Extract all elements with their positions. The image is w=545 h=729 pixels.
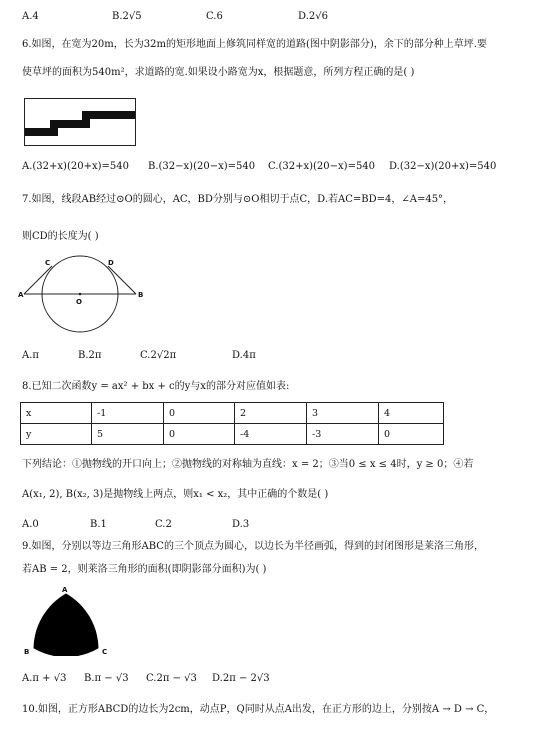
table-cell: -4 <box>235 424 307 445</box>
road-figure <box>24 98 136 146</box>
q6-option-d: D.(32−x)(20+x)=540 <box>389 161 497 172</box>
reuleaux-shaded-region <box>34 594 98 656</box>
table-cell: 0 <box>164 403 235 424</box>
q10-text-line1: 10.如图，正方形ABCD的边长为2cm，动点P，Q同时从点A出发，在正方形的边上，分别按A → D → C， <box>22 704 495 715</box>
center-point <box>79 293 82 296</box>
q7-option-a: A.π <box>22 350 39 361</box>
q9-option-b: B.π − √3 <box>84 673 129 684</box>
q5-option-a: A.4 <box>22 11 39 22</box>
q7-text-line1: 7.如图，线段AB经过⊙O的圆心，AC，BD分别与⊙O相切于点C，D.若AC=BD=4，∠A=45°， <box>22 194 454 205</box>
table-cell: 0 <box>379 424 444 445</box>
q7-option-b: B.2π <box>78 350 102 361</box>
q7-option-c: C.2√2π <box>140 350 177 361</box>
label-d: D <box>108 259 114 267</box>
q9-option-c: C.2π − √3 <box>146 673 197 684</box>
label-b: B <box>24 648 30 656</box>
q7-text-line2: 则CD的长度为( ) <box>22 231 99 242</box>
q6-text-line1: 6.如图，在宽为20m，长为32m的矩形地面上修筑同样宽的道路(图中阴影部分)，余下的部分种上草坪.要 <box>22 39 487 50</box>
q8-option-c: C.2 <box>155 519 172 530</box>
q6-option-b: B.(32−x)(20−x)=540 <box>148 161 256 172</box>
label-a: A <box>62 586 68 594</box>
table-row <box>21 424 444 445</box>
q9-text-line2: 若AB = 2，则莱洛三角形的面积(即阴影部分面积)为( ) <box>22 564 267 575</box>
table-cell: 2 <box>235 403 307 424</box>
label-o: O <box>76 298 82 306</box>
table-cell: 5 <box>92 424 164 445</box>
q6-option-a: A.(32+x)(20+x)=540 <box>22 161 129 172</box>
reuleaux-triangle-figure <box>24 586 114 656</box>
tangent-bd <box>108 266 136 294</box>
q7-option-d: D.4π <box>232 350 256 361</box>
table-row <box>21 403 444 424</box>
table-cell: 4 <box>379 403 444 424</box>
q8-option-b: B.1 <box>90 519 107 530</box>
q5-option-d: D.2√6 <box>298 11 328 22</box>
table-cell: 0 <box>164 424 235 445</box>
table-cell: -3 <box>307 424 379 445</box>
q9-option-d: D.2π − 2√3 <box>212 673 270 684</box>
label-b: B <box>138 291 144 299</box>
label-a: A <box>18 291 24 299</box>
label-c: C <box>102 648 108 656</box>
q6-option-c: C.(32+x)(20−x)=540 <box>268 161 376 172</box>
table-cell: -1 <box>92 403 164 424</box>
tangent-ac <box>24 266 52 294</box>
table-cell: x <box>21 403 92 424</box>
table-cell: y <box>21 424 92 445</box>
q9-option-a: A.π + √3 <box>22 673 67 684</box>
q8-text-line3: A(x₁, 2), B(x₂, 3)是抛物线上两点，则x₁ < x₂，其中正确的个数是( ) <box>22 489 329 500</box>
q5-option-c: C.6 <box>206 11 223 22</box>
q8-text-line2: 下列结论：①抛物线的开口向上；②抛物线的对称轴为直线：x = 2；③当0 ≤ x ≤ 4时，y ≥ 0；④若 <box>22 459 474 470</box>
label-c: C <box>45 259 51 267</box>
q6-text-line2: 使草坪的面积为540m²，求道路的宽.如果设小路宽为x，根据题意，所列方程正确的是( ) <box>22 67 415 78</box>
table-cell: 3 <box>307 403 379 424</box>
value-table <box>20 402 444 445</box>
circle-tangent-figure <box>18 254 148 336</box>
q8-option-a: A.0 <box>22 519 39 530</box>
q5-option-b: B.2√5 <box>112 11 142 22</box>
q8-option-d: D.3 <box>232 519 250 530</box>
q9-text-line1: 9.如图，分别以等边三角形ABC的三个顶点为圆心，以边长为半径画弧，得到的封闭图形是莱洛三角形， <box>22 541 484 552</box>
q8-text-line1: 8.已知二次函数y = ax² + bx + c的y与x的部分对应值如表: <box>22 381 290 392</box>
